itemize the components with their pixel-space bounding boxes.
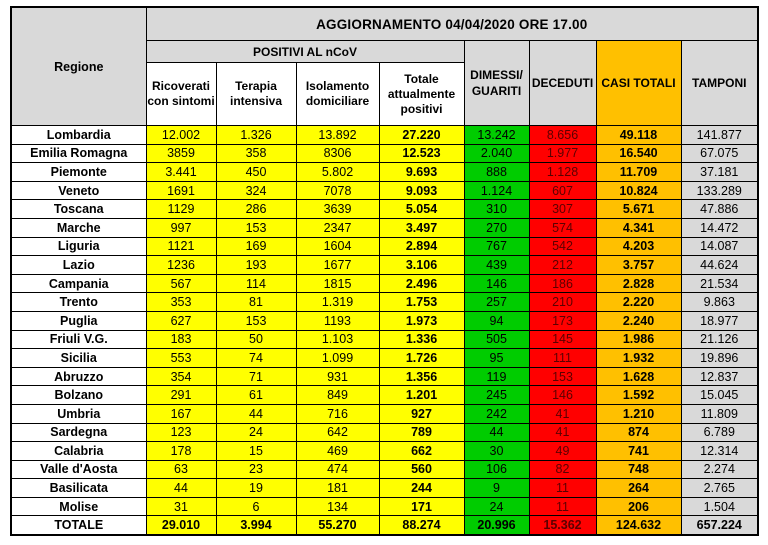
cell-terapia-intensiva: 50 <box>216 330 296 349</box>
cell-tamponi: 47.886 <box>681 200 758 219</box>
cell-isolamento: 1.319 <box>296 293 379 312</box>
cell-ricoverati: 183 <box>146 330 216 349</box>
region-row-liguria <box>11 237 758 256</box>
cell-totale-positivi: 27.220 <box>379 126 464 145</box>
cell-casi-totali: 4.341 <box>596 218 681 237</box>
cell-terapia-intensiva: 24 <box>216 423 296 442</box>
cell-deceduti: 210 <box>529 293 596 312</box>
cell-terapia-intensiva: 153 <box>216 311 296 330</box>
cell-ricoverati: 12.002 <box>146 126 216 145</box>
cell-tamponi: 1.504 <box>681 497 758 516</box>
cell-tamponi: 141.877 <box>681 126 758 145</box>
cell-terapia-intensiva: 15 <box>216 442 296 461</box>
cell-tamponi: 12.837 <box>681 367 758 386</box>
cell-deceduti: 1.128 <box>529 163 596 182</box>
region-row-trento <box>11 293 758 312</box>
cell-dimessi-guariti: 767 <box>464 237 529 256</box>
region-row-bolzano <box>11 386 758 405</box>
cell-isolamento: 1.103 <box>296 330 379 349</box>
cell-isolamento: 3639 <box>296 200 379 219</box>
cell-totale-positivi: 12.523 <box>379 144 464 163</box>
table-body <box>11 126 758 536</box>
positivi-group-header: POSITIVI AL nCoV <box>146 41 464 63</box>
cell-totale-positivi: 1.201 <box>379 386 464 405</box>
cell-terapia-intensiva: 44 <box>216 404 296 423</box>
cell-deceduti: 11 <box>529 497 596 516</box>
region-row-umbria <box>11 404 758 423</box>
table-header <box>11 7 758 126</box>
cell-deceduti: 82 <box>529 460 596 479</box>
cell-isolamento: 469 <box>296 442 379 461</box>
cell-deceduti: 41 <box>529 404 596 423</box>
cell-isolamento: 5.802 <box>296 163 379 182</box>
cell-tamponi: 37.181 <box>681 163 758 182</box>
cell-dimessi-guariti: 242 <box>464 404 529 423</box>
cell-dimessi-guariti: 310 <box>464 200 529 219</box>
cell-ricoverati: 353 <box>146 293 216 312</box>
cell-deceduti: 15.362 <box>529 516 596 535</box>
region-name: Marche <box>11 218 146 237</box>
column-header-isolamento: Isolamento domiciliare <box>296 63 379 126</box>
region-row-calabria <box>11 442 758 461</box>
cell-totale-positivi: 789 <box>379 423 464 442</box>
cell-ricoverati: 997 <box>146 218 216 237</box>
cell-deceduti: 11 <box>529 479 596 498</box>
cell-terapia-intensiva: 286 <box>216 200 296 219</box>
cell-totale-positivi: 2.894 <box>379 237 464 256</box>
cell-dimessi-guariti: 95 <box>464 349 529 368</box>
cell-deceduti: 186 <box>529 274 596 293</box>
region-row-sardegna <box>11 423 758 442</box>
cell-casi-totali: 3.757 <box>596 256 681 275</box>
region-row-friuli-v-g <box>11 330 758 349</box>
cell-tamponi: 2.274 <box>681 460 758 479</box>
cell-terapia-intensiva: 81 <box>216 293 296 312</box>
cell-casi-totali: 2.220 <box>596 293 681 312</box>
total-label: TOTALE <box>11 516 146 535</box>
cell-totale-positivi: 88.274 <box>379 516 464 535</box>
cell-isolamento: 1604 <box>296 237 379 256</box>
cell-totale-positivi: 662 <box>379 442 464 461</box>
cell-tamponi: 15.045 <box>681 386 758 405</box>
cell-tamponi: 14.472 <box>681 218 758 237</box>
region-name: Piemonte <box>11 163 146 182</box>
cell-totale-positivi: 5.054 <box>379 200 464 219</box>
cell-terapia-intensiva: 3.994 <box>216 516 296 535</box>
region-row-sicilia <box>11 349 758 368</box>
cell-terapia-intensiva: 23 <box>216 460 296 479</box>
cell-deceduti: 607 <box>529 181 596 200</box>
region-name: Campania <box>11 274 146 293</box>
cell-deceduti: 146 <box>529 386 596 405</box>
region-row-campania <box>11 274 758 293</box>
cell-terapia-intensiva: 6 <box>216 497 296 516</box>
region-row-marche <box>11 218 758 237</box>
cell-ricoverati: 291 <box>146 386 216 405</box>
region-name: Emilia Romagna <box>11 144 146 163</box>
cell-tamponi: 21.534 <box>681 274 758 293</box>
cell-ricoverati: 567 <box>146 274 216 293</box>
cell-totale-positivi: 1.336 <box>379 330 464 349</box>
cell-ricoverati: 1236 <box>146 256 216 275</box>
cell-ricoverati: 3.441 <box>146 163 216 182</box>
cell-deceduti: 574 <box>529 218 596 237</box>
cell-casi-totali: 5.671 <box>596 200 681 219</box>
cell-casi-totali: 11.709 <box>596 163 681 182</box>
cell-casi-totali: 206 <box>596 497 681 516</box>
region-name: Calabria <box>11 442 146 461</box>
cell-ricoverati: 3859 <box>146 144 216 163</box>
cell-terapia-intensiva: 358 <box>216 144 296 163</box>
cell-totale-positivi: 927 <box>379 404 464 423</box>
cell-deceduti: 173 <box>529 311 596 330</box>
cell-terapia-intensiva: 169 <box>216 237 296 256</box>
cell-casi-totali: 874 <box>596 423 681 442</box>
region-row-piemonte <box>11 163 758 182</box>
cell-ricoverati: 1129 <box>146 200 216 219</box>
cell-terapia-intensiva: 324 <box>216 181 296 200</box>
cell-casi-totali: 2.828 <box>596 274 681 293</box>
region-name: Lombardia <box>11 126 146 145</box>
cell-deceduti: 145 <box>529 330 596 349</box>
column-header-terapia-intensiva: Terapia intensiva <box>216 63 296 126</box>
cell-deceduti: 212 <box>529 256 596 275</box>
region-name: Liguria <box>11 237 146 256</box>
cell-totale-positivi: 9.093 <box>379 181 464 200</box>
region-row-lazio <box>11 256 758 275</box>
cell-isolamento: 134 <box>296 497 379 516</box>
update-title: AGGIORNAMENTO 04/04/2020 ORE 17.00 <box>146 7 758 41</box>
region-name: Molise <box>11 497 146 516</box>
region-name: Veneto <box>11 181 146 200</box>
cell-terapia-intensiva: 74 <box>216 349 296 368</box>
cell-dimessi-guariti: 505 <box>464 330 529 349</box>
cell-totale-positivi: 1.973 <box>379 311 464 330</box>
region-name: Bolzano <box>11 386 146 405</box>
column-header-deceduti: DECEDUTI <box>529 41 596 126</box>
cell-terapia-intensiva: 19 <box>216 479 296 498</box>
cell-tamponi: 19.896 <box>681 349 758 368</box>
region-name: Valle d'Aosta <box>11 460 146 479</box>
cell-deceduti: 542 <box>529 237 596 256</box>
column-header-dimessi-guariti: DIMESSI/ GUARITI <box>464 41 529 126</box>
cell-casi-totali: 1.986 <box>596 330 681 349</box>
cell-isolamento: 7078 <box>296 181 379 200</box>
region-name: Sardegna <box>11 423 146 442</box>
cell-dimessi-guariti: 20.996 <box>464 516 529 535</box>
region-row-abruzzo <box>11 367 758 386</box>
region-name: Lazio <box>11 256 146 275</box>
cell-dimessi-guariti: 2.040 <box>464 144 529 163</box>
cell-casi-totali: 741 <box>596 442 681 461</box>
cell-dimessi-guariti: 24 <box>464 497 529 516</box>
region-row-valle-d-aosta <box>11 460 758 479</box>
cell-ricoverati: 31 <box>146 497 216 516</box>
cell-tamponi: 67.075 <box>681 144 758 163</box>
cell-tamponi: 18.977 <box>681 311 758 330</box>
cell-ricoverati: 553 <box>146 349 216 368</box>
cell-terapia-intensiva: 1.326 <box>216 126 296 145</box>
cell-ricoverati: 123 <box>146 423 216 442</box>
cell-ricoverati: 167 <box>146 404 216 423</box>
cell-isolamento: 1815 <box>296 274 379 293</box>
cell-dimessi-guariti: 44 <box>464 423 529 442</box>
cell-casi-totali: 1.932 <box>596 349 681 368</box>
cell-totale-positivi: 1.726 <box>379 349 464 368</box>
cell-isolamento: 931 <box>296 367 379 386</box>
cell-totale-positivi: 9.693 <box>379 163 464 182</box>
cell-terapia-intensiva: 71 <box>216 367 296 386</box>
region-name: Abruzzo <box>11 367 146 386</box>
region-name: Trento <box>11 293 146 312</box>
cell-dimessi-guariti: 9 <box>464 479 529 498</box>
cell-deceduti: 153 <box>529 367 596 386</box>
cell-terapia-intensiva: 153 <box>216 218 296 237</box>
cell-tamponi: 14.087 <box>681 237 758 256</box>
cell-ricoverati: 1121 <box>146 237 216 256</box>
cell-casi-totali: 1.628 <box>596 367 681 386</box>
region-name: Basilicata <box>11 479 146 498</box>
cell-isolamento: 55.270 <box>296 516 379 535</box>
cell-ricoverati: 29.010 <box>146 516 216 535</box>
cell-totale-positivi: 1.356 <box>379 367 464 386</box>
cell-deceduti: 1.977 <box>529 144 596 163</box>
cell-isolamento: 1.099 <box>296 349 379 368</box>
cell-dimessi-guariti: 94 <box>464 311 529 330</box>
region-row-emilia-romagna <box>11 144 758 163</box>
region-row-basilicata <box>11 479 758 498</box>
cell-tamponi: 2.765 <box>681 479 758 498</box>
cell-tamponi: 657.224 <box>681 516 758 535</box>
cell-dimessi-guariti: 1.124 <box>464 181 529 200</box>
region-name: Toscana <box>11 200 146 219</box>
cell-tamponi: 12.314 <box>681 442 758 461</box>
column-header-casi-totali: CASI TOTALI <box>596 41 681 126</box>
cell-tamponi: 9.863 <box>681 293 758 312</box>
cell-isolamento: 1193 <box>296 311 379 330</box>
cell-ricoverati: 354 <box>146 367 216 386</box>
cell-ricoverati: 44 <box>146 479 216 498</box>
cell-dimessi-guariti: 106 <box>464 460 529 479</box>
region-row-veneto <box>11 181 758 200</box>
cell-casi-totali: 264 <box>596 479 681 498</box>
region-row-lombardia <box>11 126 758 145</box>
cell-tamponi: 21.126 <box>681 330 758 349</box>
cell-isolamento: 642 <box>296 423 379 442</box>
cell-dimessi-guariti: 888 <box>464 163 529 182</box>
cell-casi-totali: 49.118 <box>596 126 681 145</box>
region-row-toscana <box>11 200 758 219</box>
cell-totale-positivi: 3.497 <box>379 218 464 237</box>
cell-dimessi-guariti: 146 <box>464 274 529 293</box>
cell-casi-totali: 1.592 <box>596 386 681 405</box>
cell-tamponi: 133.289 <box>681 181 758 200</box>
region-row-molise <box>11 497 758 516</box>
cell-ricoverati: 178 <box>146 442 216 461</box>
column-header-totale-positivi: Totale attualmente positivi <box>379 63 464 126</box>
cell-isolamento: 8306 <box>296 144 379 163</box>
cell-deceduti: 8.656 <box>529 126 596 145</box>
cell-casi-totali: 1.210 <box>596 404 681 423</box>
cell-casi-totali: 124.632 <box>596 516 681 535</box>
covid-regional-table <box>10 6 759 536</box>
cell-casi-totali: 748 <box>596 460 681 479</box>
cell-deceduti: 111 <box>529 349 596 368</box>
cell-dimessi-guariti: 30 <box>464 442 529 461</box>
cell-terapia-intensiva: 114 <box>216 274 296 293</box>
cell-ricoverati: 627 <box>146 311 216 330</box>
cell-casi-totali: 16.540 <box>596 144 681 163</box>
cell-dimessi-guariti: 245 <box>464 386 529 405</box>
cell-isolamento: 849 <box>296 386 379 405</box>
cell-dimessi-guariti: 13.242 <box>464 126 529 145</box>
cell-dimessi-guariti: 270 <box>464 218 529 237</box>
region-row-puglia <box>11 311 758 330</box>
region-name: Puglia <box>11 311 146 330</box>
cell-totale-positivi: 3.106 <box>379 256 464 275</box>
cell-deceduti: 307 <box>529 200 596 219</box>
cell-casi-totali: 4.203 <box>596 237 681 256</box>
column-header-ricoverati: Ricoverati con sintomi <box>146 63 216 126</box>
cell-totale-positivi: 560 <box>379 460 464 479</box>
cell-tamponi: 11.809 <box>681 404 758 423</box>
region-name: Umbria <box>11 404 146 423</box>
cell-isolamento: 716 <box>296 404 379 423</box>
cell-ricoverati: 63 <box>146 460 216 479</box>
cell-tamponi: 6.789 <box>681 423 758 442</box>
cell-totale-positivi: 2.496 <box>379 274 464 293</box>
cell-terapia-intensiva: 193 <box>216 256 296 275</box>
cell-dimessi-guariti: 257 <box>464 293 529 312</box>
column-header-tamponi: TAMPONI <box>681 41 758 126</box>
cell-totale-positivi: 1.753 <box>379 293 464 312</box>
total-row <box>11 516 758 535</box>
region-name: Sicilia <box>11 349 146 368</box>
region-column-header: Regione <box>11 7 146 126</box>
cell-terapia-intensiva: 450 <box>216 163 296 182</box>
cell-isolamento: 2347 <box>296 218 379 237</box>
cell-isolamento: 1677 <box>296 256 379 275</box>
cell-deceduti: 49 <box>529 442 596 461</box>
cell-casi-totali: 10.824 <box>596 181 681 200</box>
cell-terapia-intensiva: 61 <box>216 386 296 405</box>
cell-isolamento: 474 <box>296 460 379 479</box>
cell-isolamento: 181 <box>296 479 379 498</box>
cell-tamponi: 44.624 <box>681 256 758 275</box>
region-name: Friuli V.G. <box>11 330 146 349</box>
cell-totale-positivi: 244 <box>379 479 464 498</box>
cell-dimessi-guariti: 119 <box>464 367 529 386</box>
cell-totale-positivi: 171 <box>379 497 464 516</box>
cell-isolamento: 13.892 <box>296 126 379 145</box>
cell-deceduti: 41 <box>529 423 596 442</box>
cell-ricoverati: 1691 <box>146 181 216 200</box>
cell-casi-totali: 2.240 <box>596 311 681 330</box>
cell-dimessi-guariti: 439 <box>464 256 529 275</box>
